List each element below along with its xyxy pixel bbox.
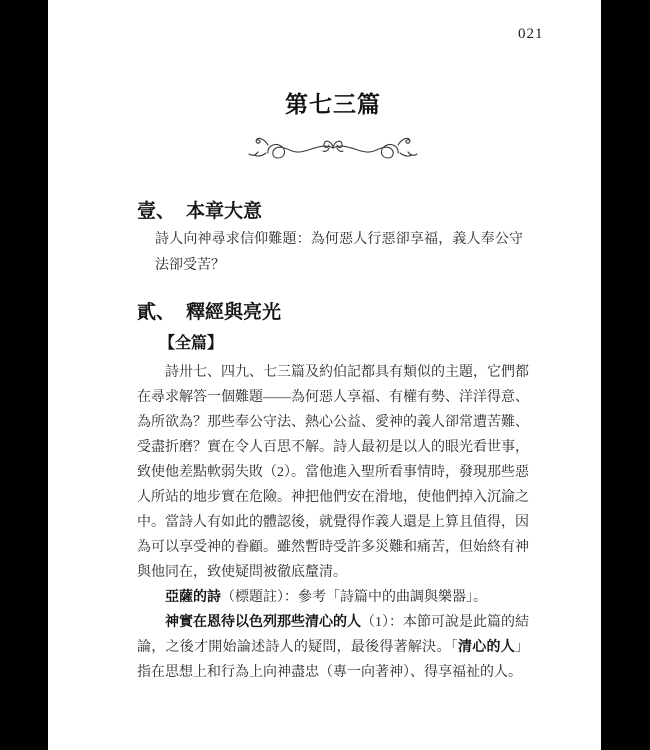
section-heading-exposition [137, 301, 529, 325]
exposition-paragraph: 詩卅七、四九、七三篇及約伯記都具有類似的主題，它們都在尋求解答一個難題——為何惡人享福、有權有勢、洋洋得意、為所欲為？那些奉公守法、熱心公益、愛神的義人卻常遭苦難、受盡折磨？實在令人百思不解。詩人最初是以人的眼光看世事，致使他差點軟弱失敗（2）。當他進入聖所看事情時，發現那些惡人所站的地步實在危險。神把他們安在滑地，使他們掉入沉淪之中。當詩人有如此的體認後，就覺得作義人還是上算且值得，因為可以享受神的眷顧。雖然暫時受許多災難和痛苦，但始終有神與他同在，致使疑問被徹底釐清。 [137, 365, 529, 580]
note-lead-term: 亞薩的詩 [165, 590, 221, 605]
section-number: 壹、 [137, 201, 176, 222]
book-page [48, 0, 601, 750]
section-number: 貳、 [137, 302, 176, 323]
note-text: 」指在思想上和行為上向神盡忠（專一向著神）、得享福祉的人。 [137, 640, 530, 680]
section-heading-label: 本章大意 [186, 201, 263, 222]
subheading-whole-psalm: 【全篇】 [159, 335, 224, 352]
note-verse1 [137, 610, 529, 685]
note-lead-term: 神實在恩待以色列那些清心的人 [165, 615, 361, 630]
chapter-title: 第七三篇 [285, 92, 381, 117]
section-heading-label: 釋經與亮光 [186, 302, 282, 323]
page-number: 021 [518, 26, 544, 42]
section-heading-overview [137, 200, 529, 224]
page-content [137, 0, 529, 685]
note-text: （標題註）：參考「詩篇中的曲調與樂器」。 [221, 590, 487, 605]
note-text: （1）：本節可說是此篇的結論，之後才開始論述詩人的疑問，最後得著解決。「 [137, 615, 529, 655]
note-asaph [137, 585, 529, 610]
overview-paragraph: 詩人向神尋求信仰難題：為何惡人行惡卻享福，義人奉公守法卻受苦？ [155, 232, 523, 273]
note-emphasized-term: 清心的人 [457, 640, 516, 655]
flourish-divider-icon [243, 132, 423, 162]
